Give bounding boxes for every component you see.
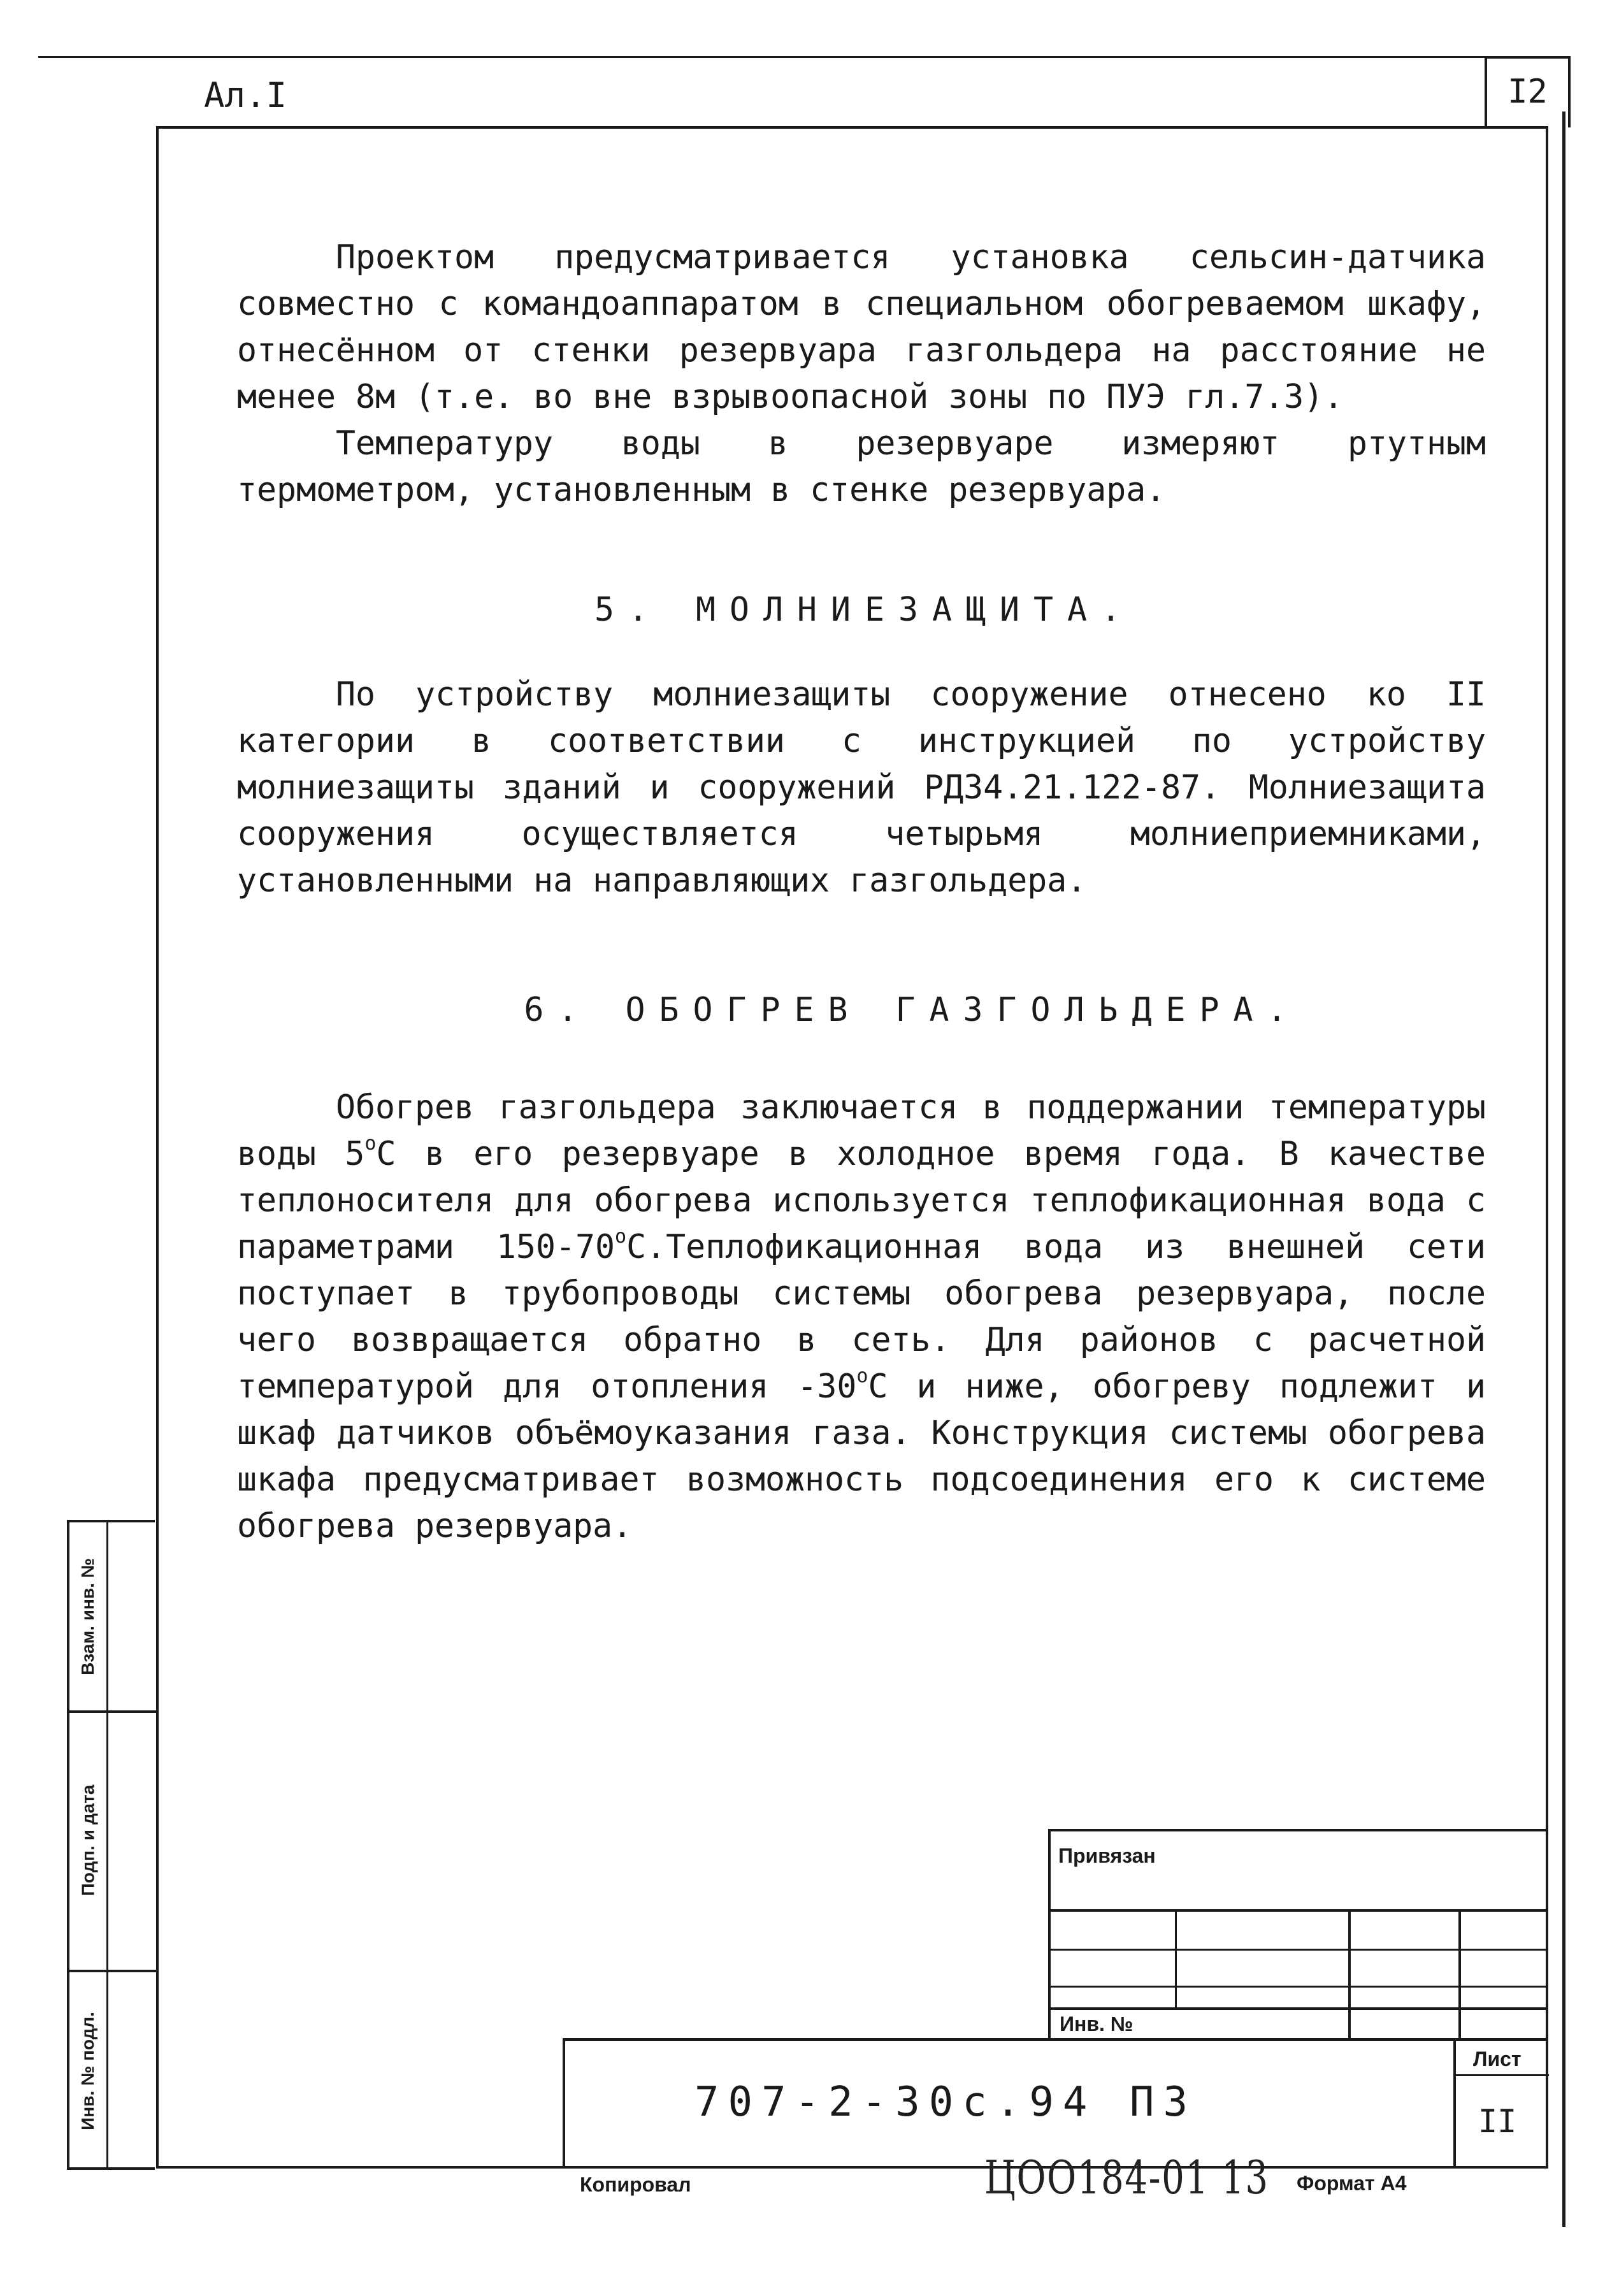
list-label: Лист [1473, 2047, 1522, 2070]
album-label: Ал.I [204, 75, 287, 115]
left-stamp-columns [67, 1520, 155, 2170]
degree-sign: о [615, 1225, 627, 1248]
stamp-vzam-inv: Взам. инв. № [78, 1557, 98, 1675]
inv-no-label: Инв. № [1060, 2012, 1133, 2035]
paragraph-sensor: Проектом предусматривается установка сельсин-датчика совместно с командоаппаратом в специальном обогреваемом шкафу, отнесённом от стенки резервуара газгольдера на расстояние не менее 8м (т.е. во вне взрывоопасной зоны по ПУЭ гл.7.3). [237, 238, 1486, 416]
document-body [237, 235, 1486, 1550]
paragraph-thermometer: Температуру воды в резервуаре измеряют ртутным термометром, установленным в стенке резервуара. [237, 424, 1486, 509]
format-label: Формат А4 [1297, 2172, 1407, 2195]
heating-text-3: С.Теплофикационная вода из внешней сети поступает в трубопроводы системы обогрева резервуара, после чего возвращается обратно в сеть. Для районов с расчетной температурой для отопления -30 [237, 1228, 1486, 1406]
degree-sign: о [364, 1132, 377, 1155]
frame-right-edge [1562, 112, 1565, 2227]
sheet-number: II [1478, 2103, 1517, 2140]
title-block-grid [1048, 1829, 1548, 2039]
section-heading-heating: 6. ОБОГРЕВ ГАЗГОЛЬДЕРА. [524, 991, 1301, 1029]
top-rule [38, 56, 1542, 58]
paragraph-heating [237, 1085, 1486, 1550]
section-heading-lightning: 5. МОЛНИЕЗАЩИТА. [594, 591, 1135, 629]
heating-text-4: С и ниже, обогреву подлежит и шкаф датчиков объёмоуказания газа. Конструкция системы обогрева шкафа предусматривает возможность подсоединения его к системе обогрева резервуара. [237, 1368, 1486, 1545]
paragraph-lightning: По устройству молниезащиты сооружение отнесено ко II категории в соответствии с инструкцией по устройству молниезащиты зданий и сооружений РД34.21.122-87. Молниезащита сооружения осуществляется четырьмя молниеприемниками, установленными на направляющих газгольдера. [237, 675, 1486, 900]
degree-sign: о [856, 1365, 868, 1387]
stamp-inv-podl: Инв. № подл. [78, 2012, 98, 2130]
privyazan-label: Привязан [1058, 1844, 1156, 1867]
heating-text-2: С в его резервуаре в холодное время года. В качестве теплоносителя для обогрева используется теплофикационная вода с параметрами 150-70 [237, 1135, 1486, 1266]
document-number: 707-2-30с.94 ПЗ [694, 2079, 1197, 2126]
handwritten-number: ЦОО184-01 13 [984, 2151, 1269, 2204]
heating-text-1: Обогрев газгольдера заключается в поддержании температуры воды 5 [237, 1088, 1486, 1173]
stamp-podp-data: Подп. и дата [78, 1784, 98, 1896]
kopiroval-label: Копировал [580, 2173, 691, 2196]
page-number-box: I2 [1485, 56, 1571, 127]
